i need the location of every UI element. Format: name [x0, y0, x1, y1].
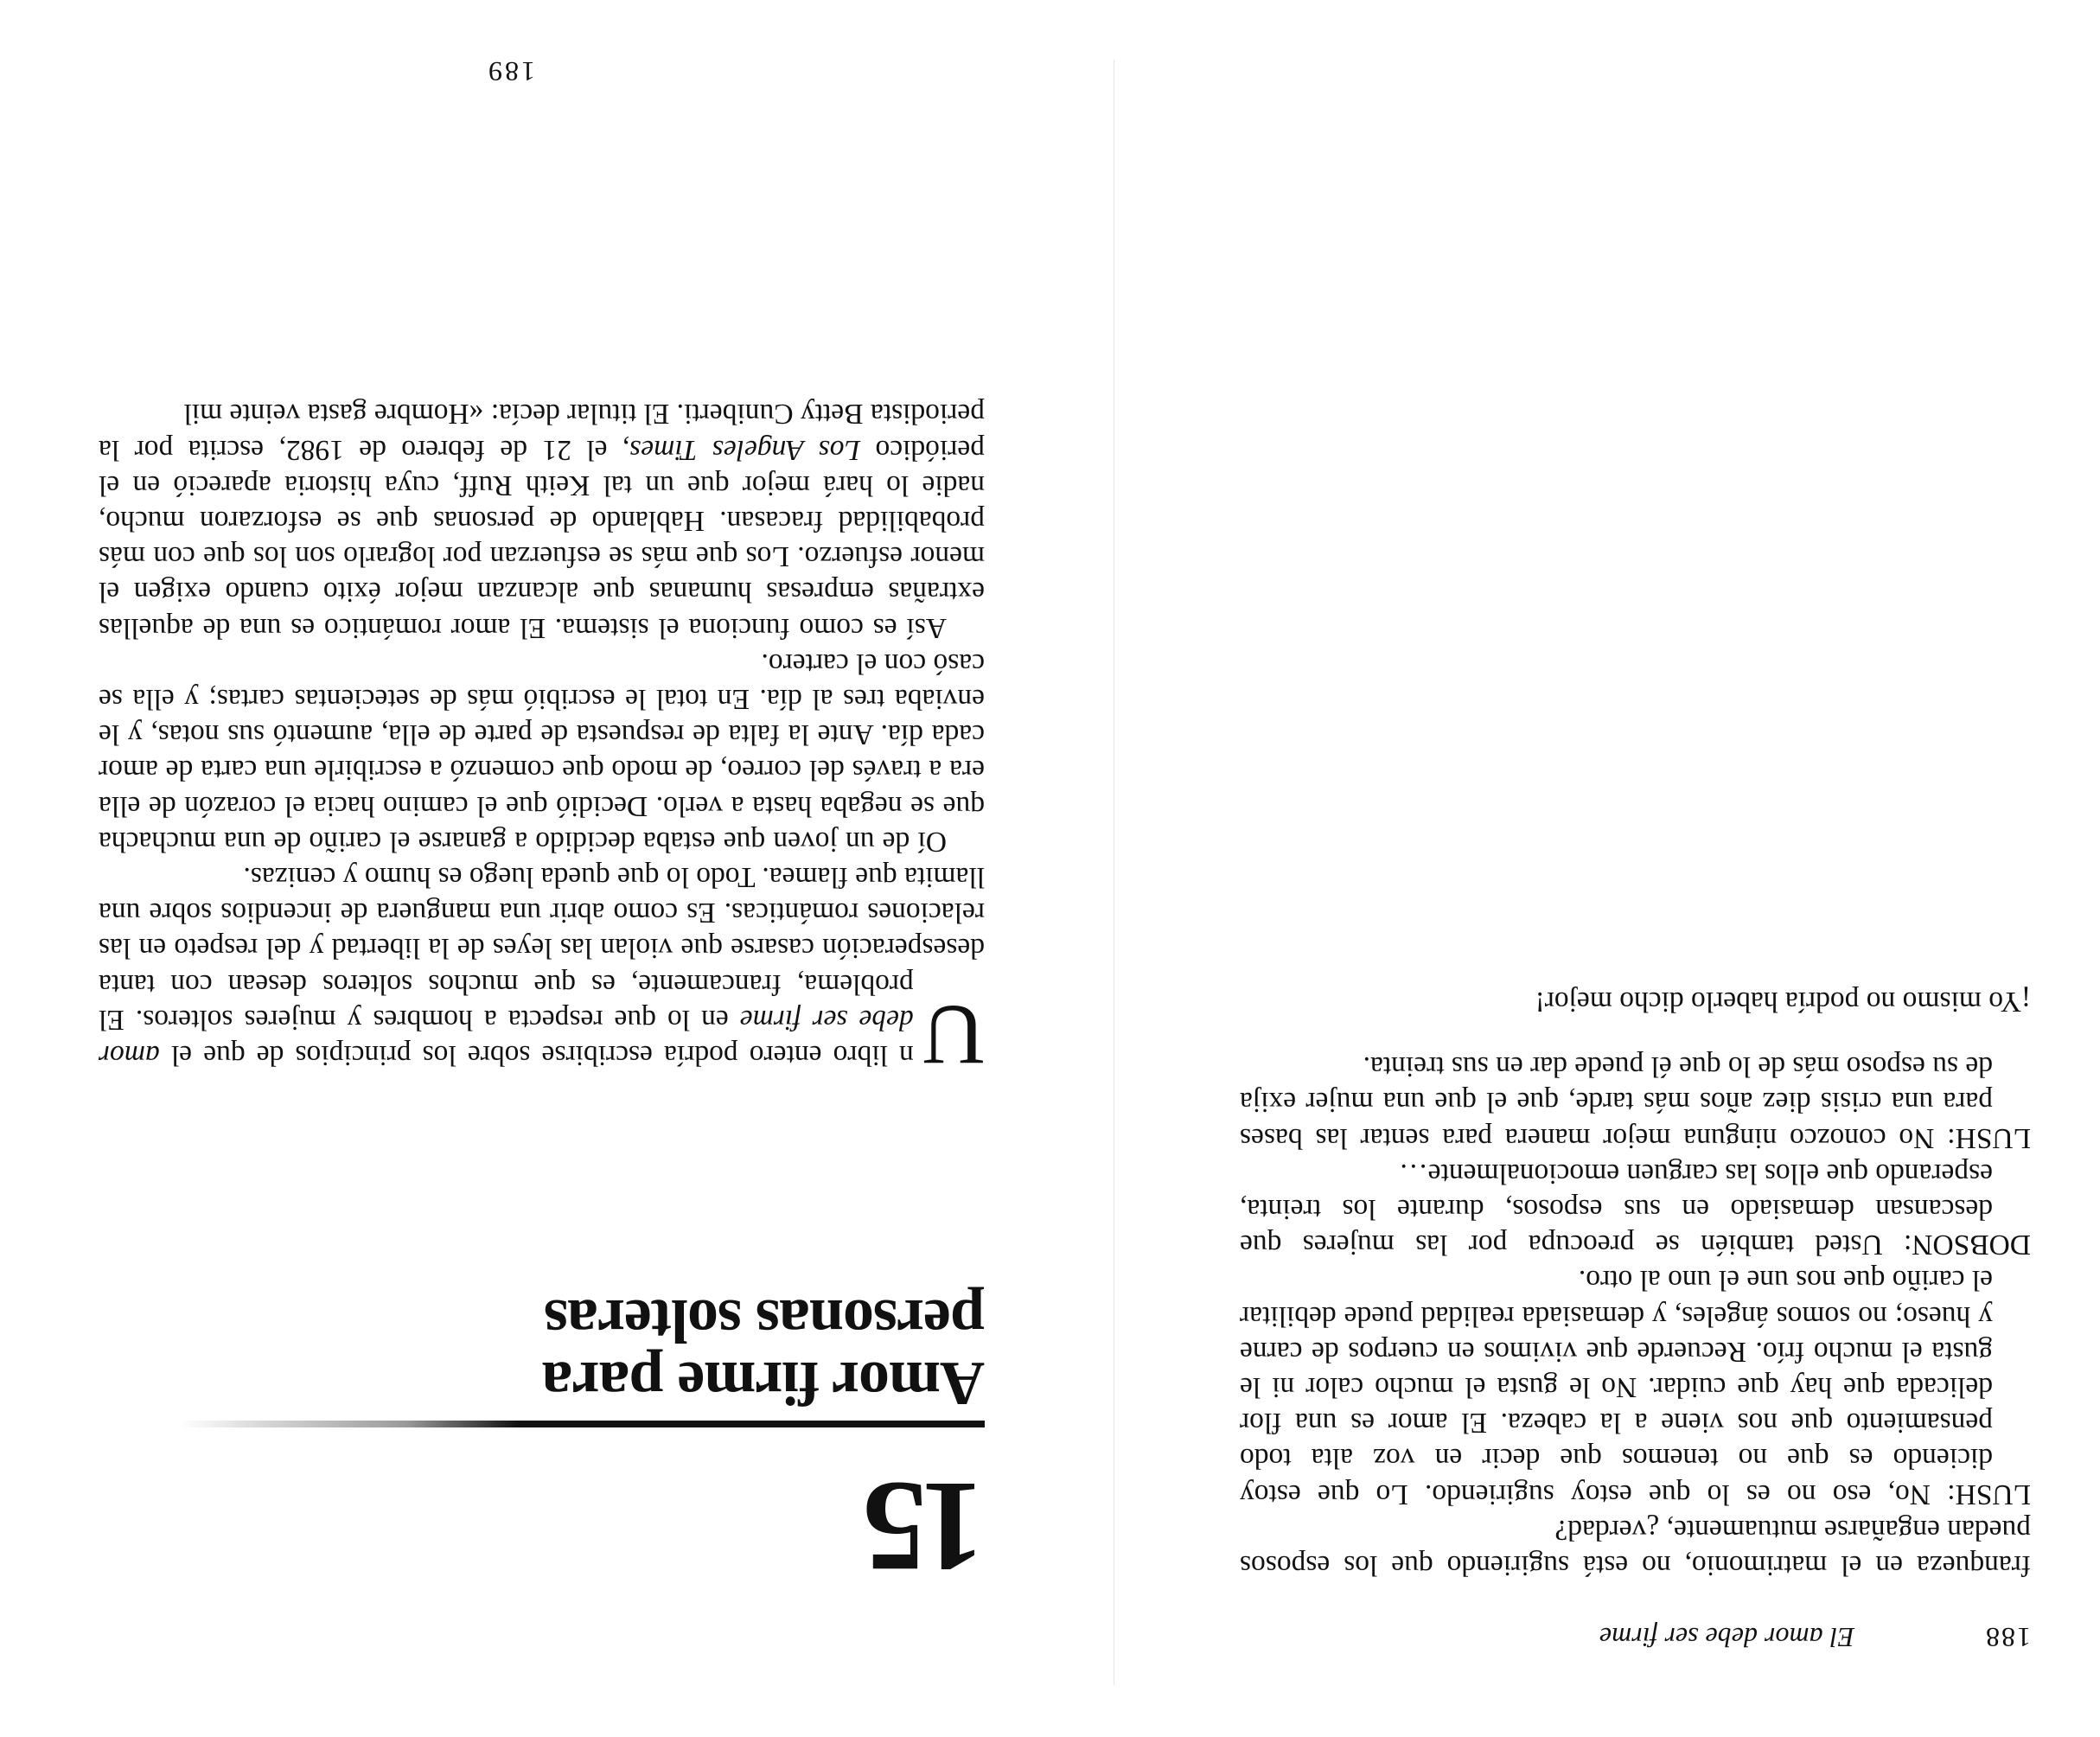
left-page: [1166, 0, 2031, 1737]
page-number: 189: [486, 56, 535, 87]
page-number: 188: [1984, 1622, 2031, 1653]
running-title: El amor debe ser firme: [1599, 1622, 1854, 1653]
dialog-paragraph: DOBSON: Usted también se preocupa por las mujeres que descansan demasiado en sus esposos, durante los treinta, esperando que ellos las carguen emocionalmente…: [1240, 1157, 2031, 1261]
newspaper-name: Los Angeles Times: [629, 433, 861, 466]
running-head: [1253, 1621, 2031, 1653]
chapter-title: [542, 1287, 986, 1418]
italic-title: amor debe ser firme: [99, 1003, 914, 1071]
right-page: [68, 0, 985, 1737]
text-run: en lo que respecta a hombres y mujeres solteros. El problema, francamente, es que muchos solteros desean con tanta desesperación casarse que violan las leyes de la libertad y del respeto en las relaciones románticas. Es como abrir una manguera de incendios sobre una llamita que flamea. Todo lo que queda luego es humo y cenizas.: [99, 860, 985, 1036]
chapter-title-line-1: Amor firme para: [542, 1349, 985, 1418]
text-run: , el 21 de febrero de 1982, escrita por la periodista Betty Cuniberti. El titular decía: «Hombre gasta veinte mil: [98, 398, 985, 466]
text-run: Así es como funciona el sistema. El amor romántico es una de aquellas extrañas empresas humanas que alcanzan mejor éxito cuando exigen el menor esfuerzo. Los que más se esfuerzan por lograrlo son los que con más probabilidad fracasan. Hablando de personas que se esforzaron mucho, nadie lo hará mejor que un tal Keith Ruff, cuya historia apareció en el periódico: [99, 433, 985, 644]
closing-line: ¡Yo mismo no podría haberlo dicho mejor!: [1535, 985, 2031, 1018]
dialog-paragraph: LUSH: No conozco ninguna mejor manera para sentar las bases para una crisis diez años más tarde, que el que una mujer exija de su esposo más de lo que él puede dar en sus treinta.: [1240, 1051, 2031, 1154]
chapter-rule: [181, 1421, 985, 1427]
paragraph: [99, 859, 985, 1083]
dialog-paragraph: LUSH: No, eso no es lo que estoy sugiriendo. Lo que estoy diciendo es que no tenemos que decir en voz alta todo pensamiento que nos viene a la cabeza. El amor es una flor delicada que hay que cuidar. No le gusta el mucho calor ni le gusta el mucho frío. Recuerde que vivimos en cuerpos de carne y hueso; no somos ángeles, y demasiada realidad puede debilitar el cariño que nos une el uno al otro.: [1240, 1264, 2031, 1510]
chapter-title-line-2: personas solteras: [545, 1287, 985, 1356]
chapter-number: 15: [869, 1455, 985, 1599]
paragraph: Oí de un joven que estaba decidido a ganarse el cariño de una muchacha que se negaba hasta a verlo. Decidió que el camino hacia el corazón de ella era a través del correo, de modo que comenzó a escribirle una carta de amor cada día. Ante la falta de respuesta de parte de ella, aumentó sus notas, y le enviaba tres al día. En total le escribió más de setecientas cartas; y ella se casó con el cartero.: [99, 647, 985, 858]
left-page-body: [1240, 984, 2031, 1583]
paragraph: [99, 396, 985, 645]
right-page-body: [98, 396, 985, 1083]
drop-cap: U: [922, 987, 985, 1083]
text-run: n libro entero podría escribirse sobre los principios de que el: [159, 1039, 914, 1071]
paragraph: franqueza en el matrimonio, no está sugiriendo que los esposos puedan engañarse mutuamente, ¿verdad?: [1240, 1513, 2031, 1581]
